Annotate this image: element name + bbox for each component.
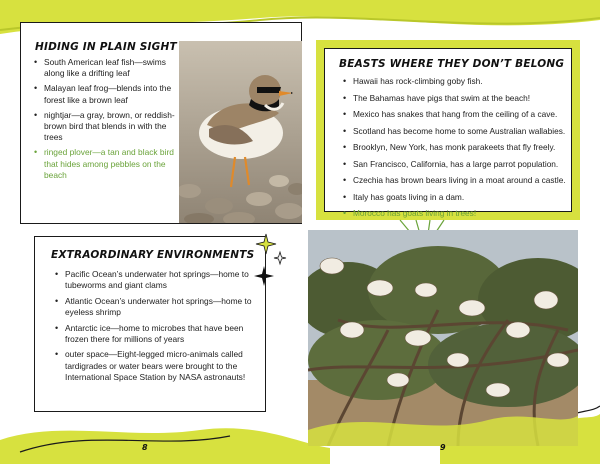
- list-item: • Malayan leaf frog—blends into the forest like a brown leaf: [34, 83, 182, 105]
- list-item: • San Francisco, California, has a large parrot population.: [343, 159, 571, 170]
- list-item: • The Bahamas have pigs that swim at the beach!: [343, 93, 571, 104]
- list-item: • outer space—Eight-legged micro-animals called tardigrades or water bears were brought to the International Space Station by NASA astronauts!: [55, 349, 263, 383]
- list-item: • Mexico has snakes that hang from the ceiling of a cave.: [343, 109, 571, 120]
- environments-list: [55, 269, 263, 387]
- page-number-right: 9: [440, 443, 446, 452]
- page-number-left: 8: [142, 443, 148, 452]
- list-item: • South American leaf fish—swims along like a drifting leaf: [34, 57, 182, 79]
- environments-card: [34, 236, 266, 412]
- list-item: • Antarctic ice—home to microbes that have been frozen there for millions of years: [55, 323, 263, 345]
- ringed-plover-photo: [179, 41, 302, 223]
- list-item: • Czechia has brown bears living in a moat around a castle.: [343, 175, 571, 186]
- list-item: • Atlantic Ocean’s underwater hot springs—home to eyeless shrimp: [55, 296, 263, 318]
- beasts-card: [324, 48, 572, 218]
- environments-title: EXTRAORDINARY ENVIRONMENTS: [51, 249, 255, 261]
- beasts-title: BEASTS WHERE THEY DON’T BELONG: [339, 58, 565, 70]
- goats-in-tree-photo: [308, 230, 578, 446]
- list-item: • nightjar—a gray, brown, or reddish-brown bird that blends in with the trees: [34, 110, 182, 144]
- list-item: • Hawaii has rock-climbing goby fish.: [343, 76, 571, 87]
- list-item: • Scotland has become home to some Australian wallabies.: [343, 126, 571, 137]
- list-item: • Pacific Ocean’s underwater hot springs—home to tubeworms and giant clams: [55, 269, 263, 291]
- list-item-highlight: • ringed plover—a tan and black bird that hides among pebbles on the beach: [34, 147, 182, 181]
- stars-icon: [250, 228, 290, 292]
- hiding-card: [20, 22, 302, 224]
- beasts-list: [343, 76, 571, 225]
- list-item: • Brooklyn, New York, has monk parakeets that fly freely.: [343, 142, 571, 153]
- hiding-list: [34, 57, 182, 185]
- list-item-highlight: • Morocco has goats living in trees!: [343, 208, 571, 219]
- hiding-title: HIDING IN PLAIN SIGHT: [35, 41, 177, 53]
- list-item: • Italy has goats living in a dam.: [343, 192, 571, 203]
